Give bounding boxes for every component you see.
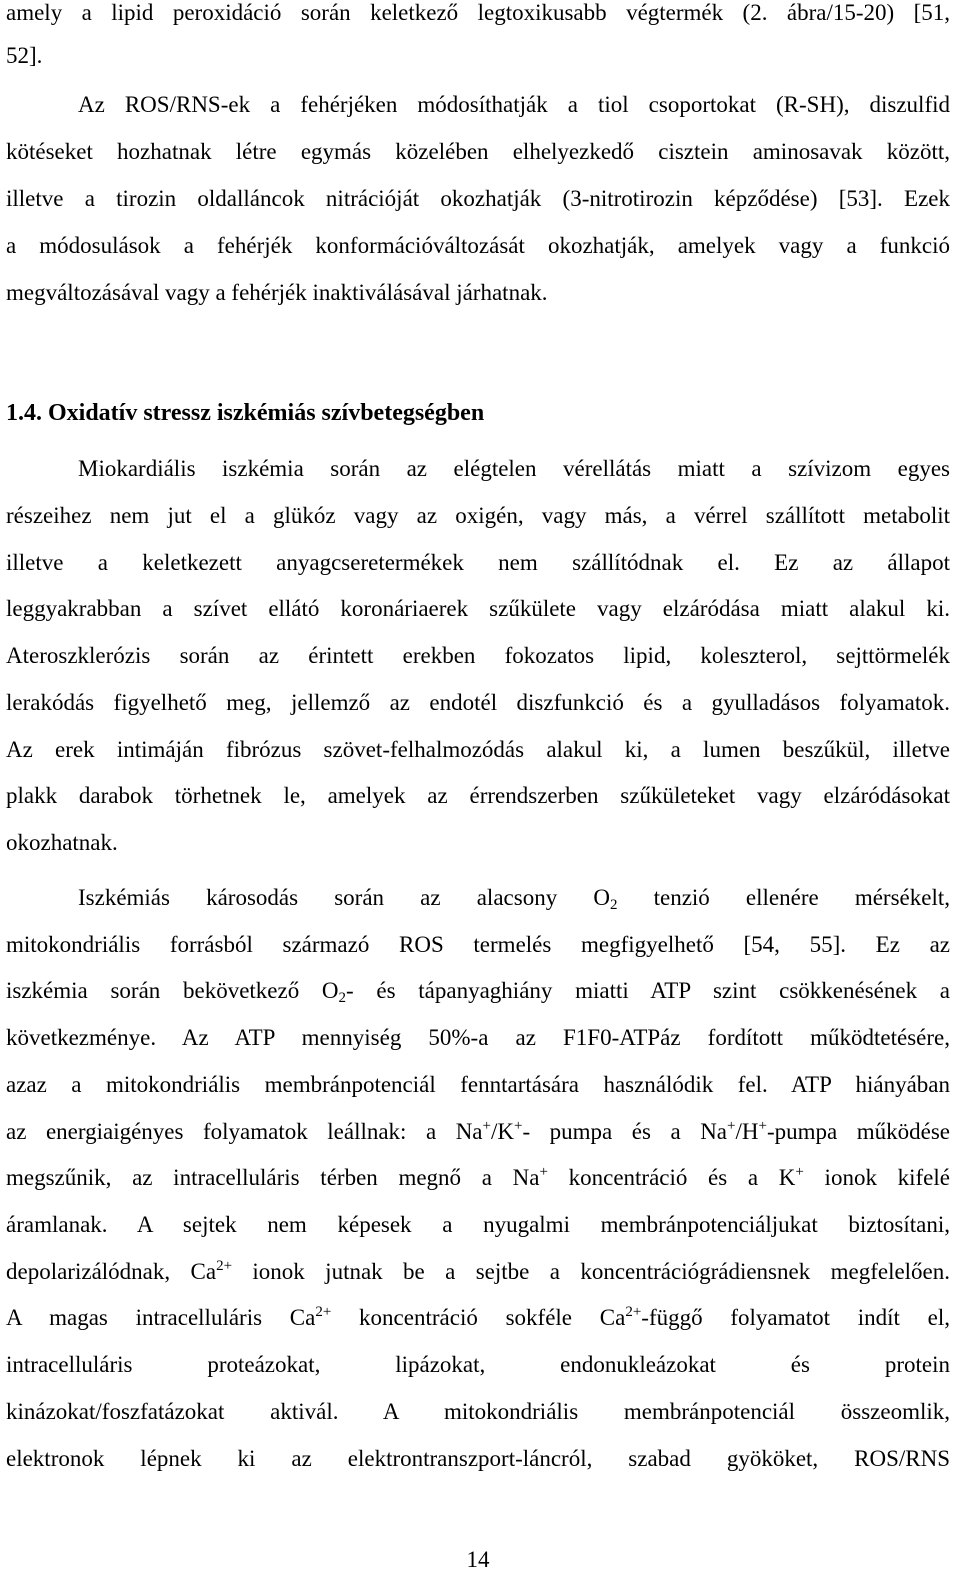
paragraph-line: részeihez nem jut el a glükóz vagy az oxigén, vagy más, a vérrel szállított metabolit (6, 503, 950, 528)
paragraph-line: plakk darabok törhetnek le, amelyek az érrendszerben szűkületeket vagy elzáródásokat (6, 783, 950, 808)
paragraph-line: illetve a keletkezett anyagcseretermékek nem szállítódnak el. Ez az állapot (6, 550, 950, 575)
paragraph-line: azaz a mitokondriális membránpotenciál fenntartására használódik fel. ATP hiányában (6, 1072, 950, 1097)
paragraph-line: Ateroszklerózis során az érintett erekben fokozatos lipid, koleszterol, sejttörmelék (6, 643, 950, 668)
paragraph-line: leggyakrabban a szívet ellátó koronáriaerek szűkülete vagy elzáródása miatt alakul ki. (6, 596, 950, 621)
paragraph-line: Az ROS/RNS-ek a fehérjéken módosíthatják a tiol csoportokat (R-SH), diszulfid (78, 92, 950, 117)
paragraph-line: kinázokat/foszfatázokat aktivál. A mitokondriális membránpotenciál összeomlik, (6, 1399, 950, 1424)
paragraph-line: illetve a tirozin oldalláncok nitrációját okozhatják (3-nitrotirozin képződése) [53]. Ezek (6, 186, 950, 211)
paragraph-line: következménye. Az ATP mennyiség 50%-a az F1F0-ATPáz fordított működtetésére, (6, 1025, 950, 1050)
paragraph-line: amely a lipid peroxidáció során keletkező legtoxikusabb végtermék (2. ábra/15-20) [51, (6, 0, 950, 25)
paragraph-line: lerakódás figyelhető meg, jellemző az endotél diszfunkció és a gyulladásos folyamatok. (6, 690, 950, 715)
paragraph-line: a módosulások a fehérjék konformációváltozását okozhatják, amelyek vagy a funkció (6, 233, 950, 258)
paragraph-line: elektronok lépnek ki az elektrontranszport-láncról, szabad gyököket, ROS/RNS (6, 1446, 950, 1471)
paragraph-line: mitokondriális forrásból származó ROS termelés megfigyelhető [54, 55]. Ez az (6, 932, 950, 957)
paragraph-line: 52]. (6, 43, 43, 68)
section-heading: 1.4. Oxidatív stressz iszkémiás szívbetegségben (6, 400, 485, 426)
paragraph-line: megváltozásával vagy a fehérjék inaktiválásával járhatnak. (6, 280, 548, 305)
paragraph-line: intracelluláris proteázokat, lipázokat, endonukleázokat és protein (6, 1352, 950, 1377)
page-number: 14 (466, 1547, 490, 1572)
paragraph-line: depolarizálódnak, $Ca^{2+}$ ionok jutnak be a sejtbe a koncentrációgrádiensnek megfelelően. (6, 1258, 951, 1284)
paragraph-line: iszkémia során bekövetkező $O_2-$ és tápanyaghiány miatti ATP szint csökkenésének a (6, 978, 950, 1006)
paragraph-line: megszűnik, az intracelluláris térben megnő a Na+ koncentráció és a K+ ionok kifelé (6, 1164, 950, 1190)
paragraph-line: Az erek intimáján fibrózus szövet-felhalmozódás alakul ki, a lumen beszűkül, illetve (6, 737, 950, 762)
paragraph-line: az energiaigényes folyamatok leállnak: a Na+/K+- pumpa és a Na+/H+-pumpa működése (6, 1118, 950, 1144)
paragraph-line: áramlanak. A sejtek nem képesek a nyugalmi membránpotenciáljukat biztosítani, (6, 1212, 950, 1237)
paragraph-line: kötéseket hozhatnak létre egymás közelében elhelyezkedő cisztein aminosavak között, (6, 139, 950, 164)
paragraph-line: okozhatnak. (6, 830, 118, 855)
paragraph-line: Miokardiális iszkémia során az elégtelen vérellátás miatt a szívizom egyes (78, 456, 950, 481)
paragraph-line: Iszkémiás károsodás során az alacsony $O_2$ tenzió ellenére mérsékelt, (78, 885, 950, 913)
paragraph-line: A magas intracelluláris $Ca^{2+}$ koncentráció sokféle $Ca^{2+}$-függő folyamatot indít el, (6, 1304, 951, 1330)
